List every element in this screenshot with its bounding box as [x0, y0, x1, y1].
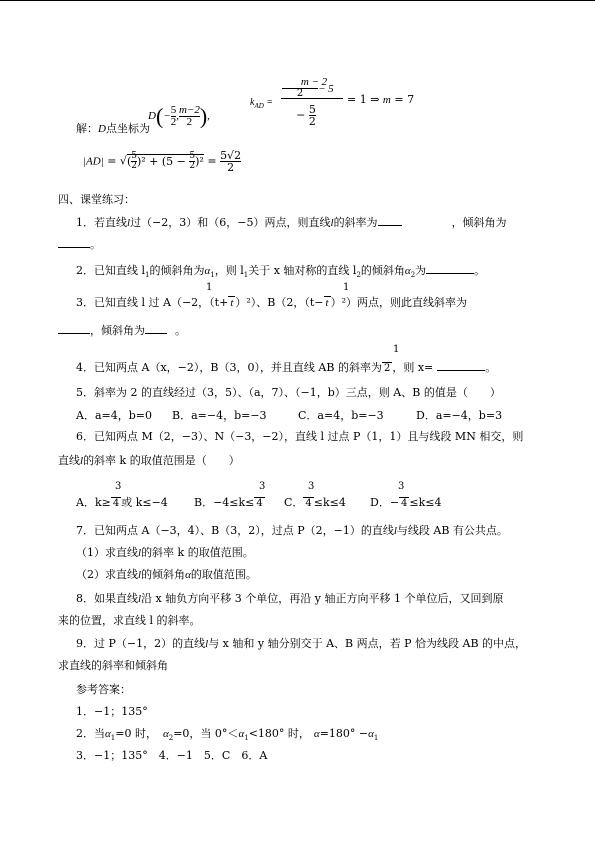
q9-text-b: 与 x 轴和 y 轴分别交于 A、B 两点，若 P 恰为线段 AB 的中点， — [208, 637, 527, 650]
line-l-symbol: l — [80, 455, 84, 467]
q4-text-c: 。 — [485, 361, 497, 374]
q6-opt-d-text1: D．− — [370, 496, 400, 509]
ad-formula: |AD| = √( $\frac{5}{2}$ )² + (5 − $\frac{5}{2}$ )² = $\frac{5√2}{2}$ — [83, 149, 242, 174]
kad-fraction-bar — [281, 98, 343, 99]
question-2 — [76, 262, 485, 282]
line-l-symbol: l — [127, 217, 131, 229]
q7-s1-text-a: （1）求直线 — [76, 546, 138, 559]
q5-option-a[interactable]: A．a=4，b=0 — [76, 409, 152, 422]
sub-2: 2 — [356, 271, 361, 280]
q6-d-num: 3 — [398, 481, 405, 492]
answer-3: 3．−1；135° 4．−1 5．C 6．A — [76, 749, 268, 762]
q2-text-d: 关于 x 轴对称的直线 l — [248, 264, 357, 277]
question-8-line2: 来的位置，求直线 l 的斜率。 — [58, 614, 201, 627]
q7-s2-text-b: 的倾斜角 — [141, 568, 186, 581]
q6-opt-d-text2: ≤k≤4 — [409, 496, 442, 509]
q3-blank-slope[interactable] — [58, 322, 90, 334]
t-denominator: t — [325, 297, 329, 309]
line-l-symbol: l — [330, 217, 334, 229]
sub-1: 1 — [145, 271, 150, 280]
alpha-symbol: α — [238, 728, 245, 740]
section-title: 四、课堂练习： — [58, 193, 135, 206]
line-l-symbol: l — [138, 547, 142, 559]
q7-s1-text-b: 的斜率 k 的取值范围。 — [141, 546, 254, 559]
a2-text-e: =180° − — [319, 727, 369, 740]
line-l-symbol: l — [393, 525, 397, 537]
q6-b-num: 3 — [259, 481, 266, 492]
sub-2: 2 — [168, 734, 174, 743]
question-1-line1 — [76, 214, 507, 230]
question-3-line2 — [58, 322, 186, 338]
q1-blank-angle[interactable] — [58, 236, 90, 248]
q2-text-b: 的倾斜角为 — [149, 264, 205, 277]
q5-option-d[interactable]: D．a=−4，b=3 — [416, 409, 503, 422]
question-5: 5．斜率为 2 的直线经过（3，5）、（a，7）、（−1，b）三点，则 A、B 的值是（ ） — [76, 386, 501, 399]
q6-option-b[interactable] — [194, 496, 265, 511]
q6-a-den: 4 — [112, 498, 120, 509]
q8-text-a: 8．如果直线 — [76, 592, 138, 605]
sub-1: 1 — [373, 734, 379, 743]
a2-text-b: =0 时， — [115, 727, 157, 740]
t-denominator: t — [230, 297, 234, 309]
q4-text-b: ，则 x= — [392, 361, 434, 374]
q6-opt-b-text1: B．−4≤k≤ — [194, 496, 255, 509]
answers-title: 参考答案： — [76, 683, 131, 696]
alpha-symbol: α — [185, 569, 191, 581]
q3-text-e: 。 — [175, 324, 186, 337]
q3-text-a: 3．已知直线 l 过 A（−2，（t+ — [76, 296, 229, 309]
q3-text-c: ）²）两点，则此直线斜率为 — [330, 296, 467, 309]
alpha-symbol: α — [204, 265, 211, 277]
q6-opt-a-text1: A．k≥ — [76, 496, 111, 509]
alpha-symbol: α — [162, 728, 169, 740]
a2-text-c: =0，当 0°＜ — [173, 727, 239, 740]
sub-1: 1 — [110, 734, 116, 743]
q1-text-d: ，倾斜角为 — [451, 216, 507, 229]
question-6-line2 — [58, 454, 240, 468]
q6-c-num: 3 — [308, 481, 315, 492]
kad-numerator: $\frac{m - 2}{2}$ — [279, 76, 349, 99]
q2-text-a: 2．已知直线 l — [76, 264, 146, 277]
question-3-line1 — [76, 296, 467, 310]
answer-1: 1．−1；135° — [76, 705, 148, 718]
point-d: D — [98, 123, 106, 135]
q3-frac-num-2: 1 — [343, 282, 350, 293]
kad-result: = 1 ⇒ m = 7 — [347, 93, 415, 106]
question-9-line1 — [76, 637, 526, 651]
q7-s2-text-a: （2）求直线 — [76, 568, 138, 581]
alpha-symbol: α — [404, 265, 411, 277]
q1-blank-slope[interactable] — [378, 214, 402, 226]
q6-opt-a-text2: 或 k≤−4 — [121, 496, 168, 509]
q4-frac-den: 2 — [383, 363, 391, 374]
a2-text-a: 2．当 — [76, 727, 105, 740]
q1-text-a: 1．若直线 — [76, 216, 127, 229]
question-6-line1: 6．已知两点 M（2，−3）、N（−3，−2），直线 l 过点 P（1，1）且与线段 MN 相交，则 — [76, 430, 524, 443]
q2-text-e: 的倾斜角 — [360, 264, 405, 277]
kad-label: $k_{AD}$ = — [250, 97, 274, 110]
q3-text-b: ）²）、B（2，（t− — [235, 296, 324, 309]
q6-c-den: 4 — [305, 498, 312, 509]
q6-option-a[interactable] — [76, 496, 168, 511]
q6-a-num: 3 — [115, 481, 122, 492]
q6-opt-c-text2: ≤k≤4 — [313, 496, 346, 509]
q4-blank[interactable] — [437, 359, 485, 371]
sub-1: 1 — [210, 271, 215, 280]
alpha-symbol: α — [368, 728, 374, 740]
q4-frac-num: 1 — [393, 344, 400, 355]
question-7-part2 — [76, 568, 257, 582]
q2-text-c: ，则 l — [214, 264, 244, 277]
question-8-line1 — [76, 592, 503, 606]
q1-text-c: 的斜率为 — [333, 216, 378, 229]
question-4 — [76, 359, 496, 376]
line-l-symbol: l — [138, 569, 142, 581]
q7-text-b: 与线段 AB 有公共点。 — [396, 524, 508, 537]
alpha-symbol: α — [313, 728, 320, 740]
q6-option-c[interactable] — [284, 496, 346, 511]
q6-d-den: 4 — [401, 498, 408, 509]
sub-2: 2 — [410, 271, 416, 280]
solution-d-text: 点坐标为 — [105, 122, 150, 135]
q6-b-den: 4 — [256, 498, 263, 509]
q6-text-line2a: 直线 — [58, 454, 80, 467]
q1-text-b: 过（−2，3）和（6，−5）两点，则直线 — [130, 216, 331, 229]
kad-denominator: − $\frac{5}{2}$ — [296, 103, 316, 128]
q6-text-line2b: 的斜率 k 的取值范围是（ ） — [83, 454, 240, 467]
q9-text-a: 9．过 P（−1，2）的直线 — [76, 637, 206, 650]
q2-text-f: 为 — [415, 264, 427, 277]
q3-blank-angle[interactable] — [145, 322, 167, 334]
question-1-line2 — [58, 236, 101, 252]
q2-blank[interactable] — [426, 262, 474, 274]
q7-text-a: 7．已知两点 A（−3，4）、B（3，2），过点 P（2，−1）的直线 — [76, 524, 394, 537]
q7-s2-text-c: 的取值范围。 — [190, 568, 257, 581]
sub-1: 1 — [244, 734, 249, 743]
q4-text-a: 4．已知两点 A（x，−2），B（3，0），并且直线 AB 的斜率为 — [76, 361, 382, 374]
line-l-symbol: l — [205, 638, 209, 650]
q8-text-b: 沿 x 轴负方向平移 3 个单位，再沿 y 轴正方向平移 1 个单位后，又回到原 — [141, 592, 504, 605]
line-l-symbol: l — [138, 593, 142, 605]
q2-text-g: 。 — [474, 264, 486, 277]
q3-frac-num-1: 1 — [206, 282, 213, 293]
q6-opt-c-text1: C． — [284, 496, 304, 509]
page-top-rule — [0, 0, 595, 1]
question-7-part1 — [76, 546, 254, 560]
question-7 — [76, 524, 508, 538]
sub-1: 1 — [243, 271, 249, 280]
q1-text-e: 。 — [90, 238, 101, 251]
solution-label-text: 解： — [76, 122, 98, 135]
a2-text-d: <180° 时， — [248, 727, 310, 740]
solution-label — [76, 122, 150, 136]
q5-option-b[interactable]: B．a=−4，b=−3 — [172, 409, 267, 422]
kad-minus5: − 5 — [318, 83, 334, 95]
question-9-line2: 求直线的斜率和倾斜角 — [58, 659, 168, 672]
answer-2 — [76, 727, 378, 745]
alpha-symbol: α — [105, 728, 111, 740]
d-coordinate: D(− $\frac{5}{2}$ , $\frac{m-2}{2}$ ), — [148, 103, 210, 129]
q3-text-d: ，倾斜角为 — [90, 324, 145, 337]
q5-option-c[interactable]: C．a=4，b=−3 — [298, 409, 384, 422]
q6-option-d[interactable] — [370, 496, 442, 511]
